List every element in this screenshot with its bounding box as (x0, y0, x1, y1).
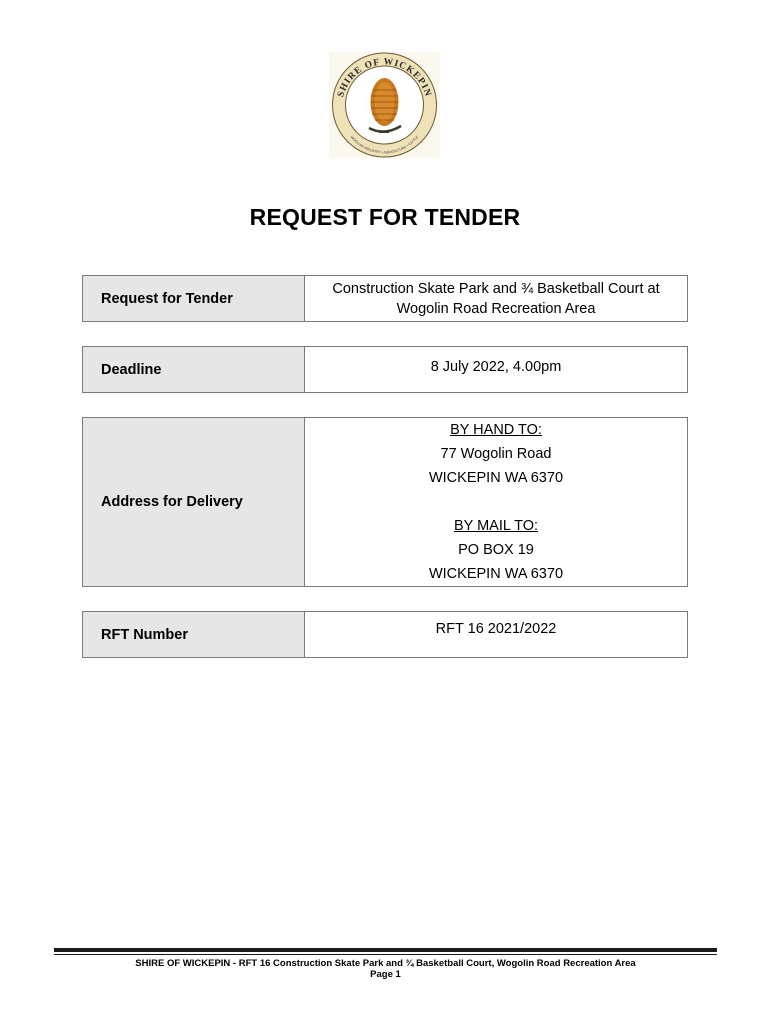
page-title: REQUEST FOR TENDER (249, 204, 521, 230)
page-footer (54, 958, 717, 980)
footer-page-number: Page 1 (370, 969, 401, 980)
by-mail-heading: BY MAIL TO: (453, 518, 539, 534)
by-hand-line1: 77 Wogolin Road (440, 446, 552, 462)
rft-label: RFT Number (83, 612, 305, 657)
svg-text:WOOLLEN INDUSTRY • AGRICULTURE: WOOLLEN INDUSTRY • AGRICULTURE • CATTLE (349, 135, 420, 155)
footer-line1: SHIRE OF WICKEPIN - RFT 16 Construction Skate Park and ¾ Basketball Court, Wogolin Road Recreation Area (135, 958, 636, 969)
request-value-line1: Construction Skate Park and ¾ Basketball Court at (332, 281, 660, 297)
request-row (82, 275, 688, 322)
deadline-value: 8 July 2022, 4.00pm (430, 359, 562, 375)
address-row (82, 417, 688, 587)
deadline-label: Deadline (83, 347, 305, 392)
svg-text:SHIRE OF WICKEPIN: SHIRE OF WICKEPIN (336, 57, 433, 99)
request-label: Request for Tender (83, 276, 305, 321)
address-label: Address for Delivery (83, 418, 305, 586)
request-value-line2: Wogolin Road Recreation Area (396, 301, 596, 317)
address-spacer (305, 490, 687, 514)
footer-rule-thin (54, 954, 717, 955)
request-value (305, 276, 687, 321)
shire-seal-logo (329, 52, 440, 158)
by-mail-line2: WICKEPIN WA 6370 (428, 566, 564, 582)
rft-row (82, 611, 688, 658)
by-hand-line2: WICKEPIN WA 6370 (428, 470, 564, 486)
deadline-row (82, 346, 688, 393)
address-value (305, 418, 687, 586)
seal-graphic (329, 52, 440, 158)
by-mail-line1: PO BOX 19 (458, 542, 534, 558)
rft-value: RFT 16 2021/2022 (435, 621, 557, 637)
footer-rule-thick (54, 948, 717, 952)
by-hand-heading: BY HAND TO: (450, 422, 542, 438)
